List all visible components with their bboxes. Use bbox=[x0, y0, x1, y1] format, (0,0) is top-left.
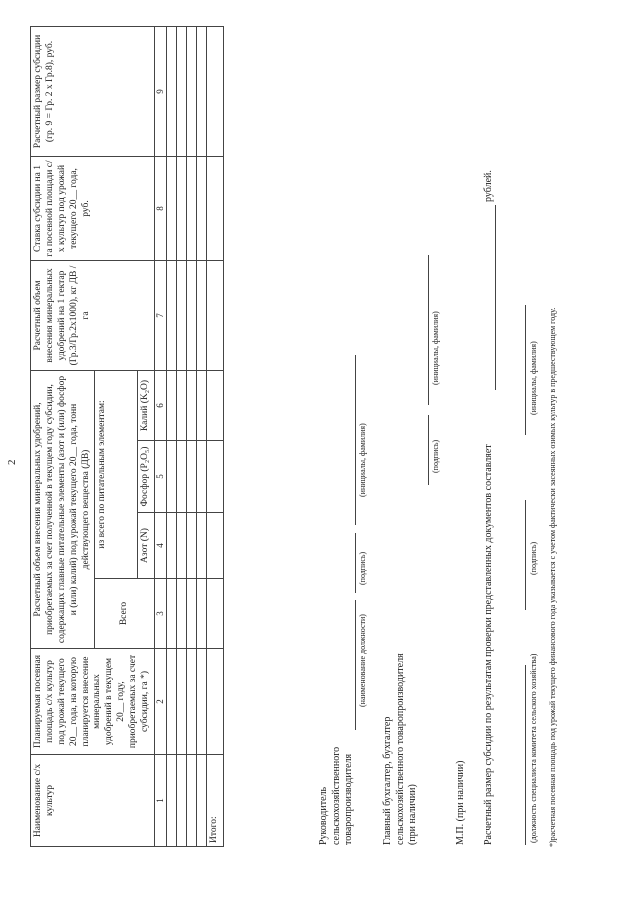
table-row bbox=[177, 26, 187, 846]
specialist-signature-line bbox=[525, 500, 526, 610]
accountant-name-caption: (инициалы, фамилия) bbox=[431, 311, 440, 385]
head-signature-line bbox=[355, 533, 356, 593]
table-cell bbox=[177, 370, 187, 440]
table-cell bbox=[187, 513, 197, 579]
table-cell bbox=[207, 156, 224, 260]
table-header-row bbox=[31, 26, 95, 846]
header-phosphorus: Фосфор (P₂O₅) bbox=[137, 441, 154, 513]
table-cell bbox=[197, 156, 207, 260]
total-label: Итого: bbox=[207, 755, 224, 847]
table-cell bbox=[167, 441, 177, 513]
header-subsidy-amount: Расчетный размер субсидии (гр. 9 = Гр. 2 х Гр.8), руб. bbox=[31, 26, 155, 156]
table-cell bbox=[167, 260, 177, 370]
header-planned-area: Планируемая посевная площадь с/х культур под урожай текущего 20__ года, на которую планируется внесение минеральных удобрений в текущем 20__ году, приобретаемых за счет субсидии, га *) bbox=[31, 649, 155, 755]
table-cell bbox=[197, 370, 207, 440]
head-position-caption: (наименование должности) bbox=[358, 614, 367, 707]
table-cell bbox=[207, 260, 224, 370]
table-cell bbox=[207, 441, 224, 513]
table-cell bbox=[187, 441, 197, 513]
stamp-label: М.П. (при наличии) bbox=[455, 760, 466, 845]
table-cell bbox=[207, 370, 224, 440]
accountant-label bbox=[382, 653, 420, 845]
table-cell bbox=[177, 579, 187, 649]
head-signature-caption: (подпись) bbox=[358, 551, 367, 585]
specialist-position-line bbox=[525, 665, 526, 845]
result-unit: рублей. bbox=[483, 170, 494, 202]
table-cell bbox=[187, 260, 197, 370]
column-number: 5 bbox=[154, 441, 166, 513]
table-cell bbox=[207, 513, 224, 579]
table-cell bbox=[187, 649, 197, 755]
table-cell bbox=[177, 649, 187, 755]
footnote: *)расчетная посевная площадь под урожай текущего финансового года указывается с учетом фактически засеянных озимых культур в предшествующем году. bbox=[548, 307, 557, 847]
header-crop-name: Наименование с/х культур bbox=[31, 755, 155, 847]
table-row bbox=[187, 26, 197, 846]
table-row bbox=[167, 26, 177, 846]
header-volume-per-hectare: Расчетный объем внесения минеральных удобрений на 1 гектар (Гр.3/Гр.2х1000), кг ДВ /га bbox=[31, 260, 155, 370]
header-subsidy-rate: Ставка субсидии на 1 га посевной площади с/х культур под урожай текущего 20__ года, руб. bbox=[31, 156, 155, 260]
head-label bbox=[318, 747, 356, 845]
head-label-line: сельскохозяйственного bbox=[330, 746, 342, 845]
page-number: 2 bbox=[6, 459, 18, 465]
column-number: 1 bbox=[154, 755, 166, 847]
column-number: 2 bbox=[154, 649, 166, 755]
header-by-elements: из всего по питательным элементам: bbox=[95, 370, 138, 578]
accountant-signature-line bbox=[428, 415, 429, 485]
table-cell bbox=[187, 755, 197, 847]
table-cell bbox=[187, 26, 197, 156]
result-amount-line bbox=[495, 205, 496, 390]
table-row bbox=[197, 26, 207, 846]
table-cell bbox=[197, 649, 207, 755]
column-number: 3 bbox=[154, 579, 166, 649]
table-cell bbox=[177, 755, 187, 847]
table-cell bbox=[177, 26, 187, 156]
specialist-name-caption: (инициалы, фамилия) bbox=[529, 341, 538, 415]
table-cell bbox=[187, 370, 197, 440]
specialist-name-line bbox=[525, 305, 526, 435]
header-potassium: Калий (K₂O) bbox=[137, 370, 154, 440]
table-cell bbox=[167, 755, 177, 847]
table-cell bbox=[197, 260, 207, 370]
specialist-position-caption: (должность специалиста комитета сельского хозяйства) bbox=[529, 653, 538, 843]
head-label-line: товаропроизводителя bbox=[343, 753, 354, 845]
header-fertilizer-volume: Расчетный объем внесения минеральных удобрений, приобретаемых за счет полученной в текущем году субсидии, содержащих главные питательные элементы (азот и (или) фосфор и (или) калий) под урожай текущего 20__ года, тонн действующего вещества (ДВ) bbox=[31, 370, 95, 648]
accountant-label-line: (при наличии) bbox=[407, 784, 418, 845]
table-cell bbox=[197, 441, 207, 513]
table-cell bbox=[167, 26, 177, 156]
column-number-row bbox=[154, 26, 166, 846]
table-cell bbox=[177, 260, 187, 370]
table-cell bbox=[187, 579, 197, 649]
column-number: 7 bbox=[154, 260, 166, 370]
header-total: Всего bbox=[95, 579, 154, 649]
column-number: 4 bbox=[154, 513, 166, 579]
head-name-caption: (инициалы, фамилия) bbox=[358, 423, 367, 497]
header-nitrogen: Азот (N) bbox=[137, 513, 154, 579]
table-cell bbox=[207, 579, 224, 649]
table-cell bbox=[177, 441, 187, 513]
specialist-signature-caption: (подпись) bbox=[529, 541, 538, 575]
accountant-name-line bbox=[428, 255, 429, 405]
table-cell bbox=[197, 513, 207, 579]
accountant-label-line: сельскохозяйственного товаропроизводителя bbox=[394, 653, 406, 845]
table-cell bbox=[177, 156, 187, 260]
table-cell bbox=[187, 156, 197, 260]
accountant-label-line: Главный бухгалтер, бухгалтер bbox=[382, 716, 393, 845]
head-name-line bbox=[355, 355, 356, 525]
table-cell bbox=[197, 579, 207, 649]
table-cell bbox=[167, 156, 177, 260]
table-cell bbox=[167, 649, 177, 755]
subsidy-table bbox=[30, 26, 224, 847]
result-text: Расчетный размер субсидии по результатам проверки представленных документов составляет bbox=[483, 444, 494, 845]
table-cell bbox=[197, 755, 207, 847]
table-cell bbox=[197, 26, 207, 156]
table-cell bbox=[167, 513, 177, 579]
table-cell bbox=[167, 579, 177, 649]
table-cell bbox=[207, 649, 224, 755]
accountant-signature-caption: (подпись) bbox=[431, 439, 440, 473]
column-number: 6 bbox=[154, 370, 166, 440]
table-cell bbox=[177, 513, 187, 579]
column-number: 8 bbox=[154, 156, 166, 260]
column-number: 9 bbox=[154, 26, 166, 156]
table-cell bbox=[207, 26, 224, 156]
head-label-line: Руководитель bbox=[318, 786, 329, 845]
head-position-line bbox=[355, 600, 356, 730]
total-row bbox=[207, 26, 224, 846]
table-cell bbox=[167, 370, 177, 440]
